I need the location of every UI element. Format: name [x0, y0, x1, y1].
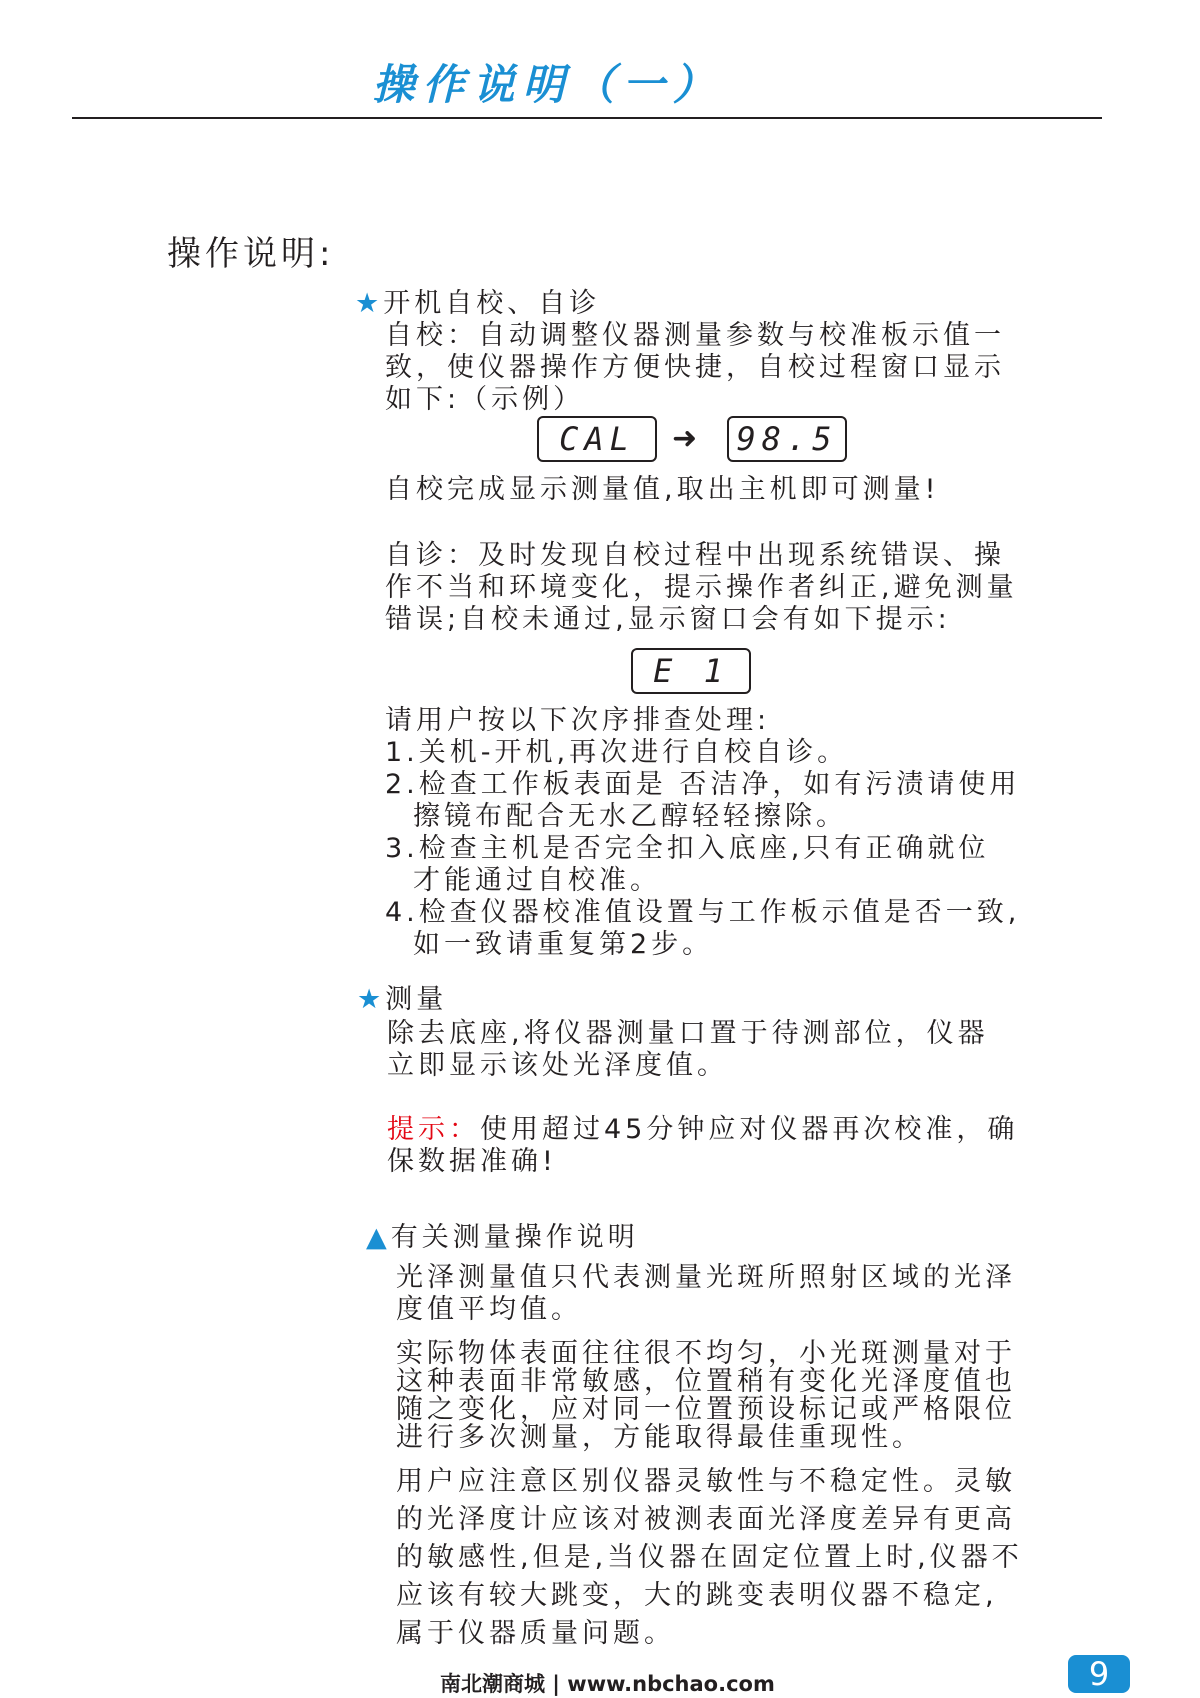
about-para3-line-1: 用户应注意区别仪器灵敏性与不稳定性。灵敏 [396, 1466, 1016, 1497]
about-para2-line-4: 进行多次测量，方能取得最佳重现性。 [396, 1422, 923, 1453]
measure-line-2: 立即显示该处光泽度值。 [387, 1050, 728, 1081]
calib-line-2: 致，使仪器操作方便快捷，自校过程窗口显示 [385, 352, 1005, 383]
display-value: 98.5 [727, 416, 847, 462]
about-para1-line-1: 光泽测量值只代表测量光斑所照射区域的光泽 [396, 1262, 1016, 1293]
about-para1-line-2: 度值平均值。 [396, 1294, 582, 1325]
star-icon: ★ [355, 288, 384, 319]
step-3: 3.检查主机是否完全扣入底座,只有正确就位 [385, 833, 990, 864]
step-3-cont: 才能通过自校准。 [413, 865, 661, 896]
step-4: 4.检查仪器校准值设置与工作板示值是否一致, [385, 897, 1021, 928]
about-para3-line-4: 应该有较大跳变，大的跳变表明仪器不稳定, [396, 1580, 998, 1611]
about-para2-line-2: 这种表面非常敏感，位置稍有变化光泽度值也 [396, 1366, 1016, 1397]
about-para2-line-1: 实际物体表面往往很不均匀，小光斑测量对于 [396, 1338, 1016, 1369]
measure-heading [357, 984, 447, 1016]
footer-site-text: 南北潮商城 | www.nbchao.com [440, 1672, 775, 1696]
page-header-title: 操作说明（一） [372, 60, 723, 109]
step-4-cont: 如一致请重复第2步。 [413, 929, 714, 960]
steps-intro: 请用户按以下次序排查处理: [385, 705, 771, 736]
arrow-right-icon: ➜ [672, 421, 698, 456]
tip-label: 提示： [387, 1114, 480, 1145]
triangle-icon: ▲ [366, 1222, 391, 1253]
star-icon: ★ [357, 984, 386, 1015]
tip-text: 使用超过45分钟应对仪器再次校准，确 [480, 1114, 1019, 1145]
header-divider [72, 117, 1102, 119]
measure-heading-text: 测量 [385, 984, 448, 1015]
about-heading [366, 1222, 639, 1254]
section-heading: 操作说明: [167, 234, 335, 274]
display-error: E 1 [631, 648, 751, 694]
self-check-heading [355, 288, 600, 320]
tip-line-2: 保数据准确! [387, 1146, 557, 1177]
step-2-cont: 擦镜布配合无水乙醇轻轻擦除。 [413, 801, 847, 832]
calib-done-text: 自校完成显示测量值,取出主机即可测量! [385, 474, 940, 505]
tip-line-1 [387, 1114, 1018, 1146]
about-para3-line-5: 属于仪器质量问题。 [396, 1618, 675, 1649]
measure-line-1: 除去底座,将仪器测量口置于待测部位，仪器 [387, 1018, 989, 1049]
step-2: 2.检查工作板表面是 否洁净，如有污渍请使用 [385, 769, 1021, 800]
about-para3-line-3: 的敏感性,但是,当仪器在固定位置上时,仪器不 [396, 1542, 1023, 1573]
about-para2-line-3: 随之变化，应对同一位置预设标记或严格限位 [396, 1394, 1016, 1425]
diag-line-3: 错误;自校未通过,显示窗口会有如下提示: [385, 604, 951, 635]
calib-line-1: 自校：自动调整仪器测量参数与校准板示值一 [385, 320, 1005, 351]
step-1: 1.关机-开机,再次进行自校自诊。 [385, 737, 849, 768]
about-para3-line-2: 的光泽度计应该对被测表面光泽度差异有更高 [396, 1504, 1016, 1535]
diag-line-1: 自诊：及时发现自校过程中出现系统错误、操 [385, 540, 1005, 571]
self-check-heading-text: 开机自校、自诊 [383, 288, 601, 319]
display-cal: CAL [537, 416, 657, 462]
diag-line-2: 作不当和环境变化，提示操作者纠正,避免测量 [385, 572, 1018, 603]
calib-line-3: 如下:（示例） [385, 384, 585, 415]
page-number-badge: 9 [1068, 1655, 1130, 1693]
about-heading-text: 有关测量操作说明 [390, 1222, 639, 1253]
